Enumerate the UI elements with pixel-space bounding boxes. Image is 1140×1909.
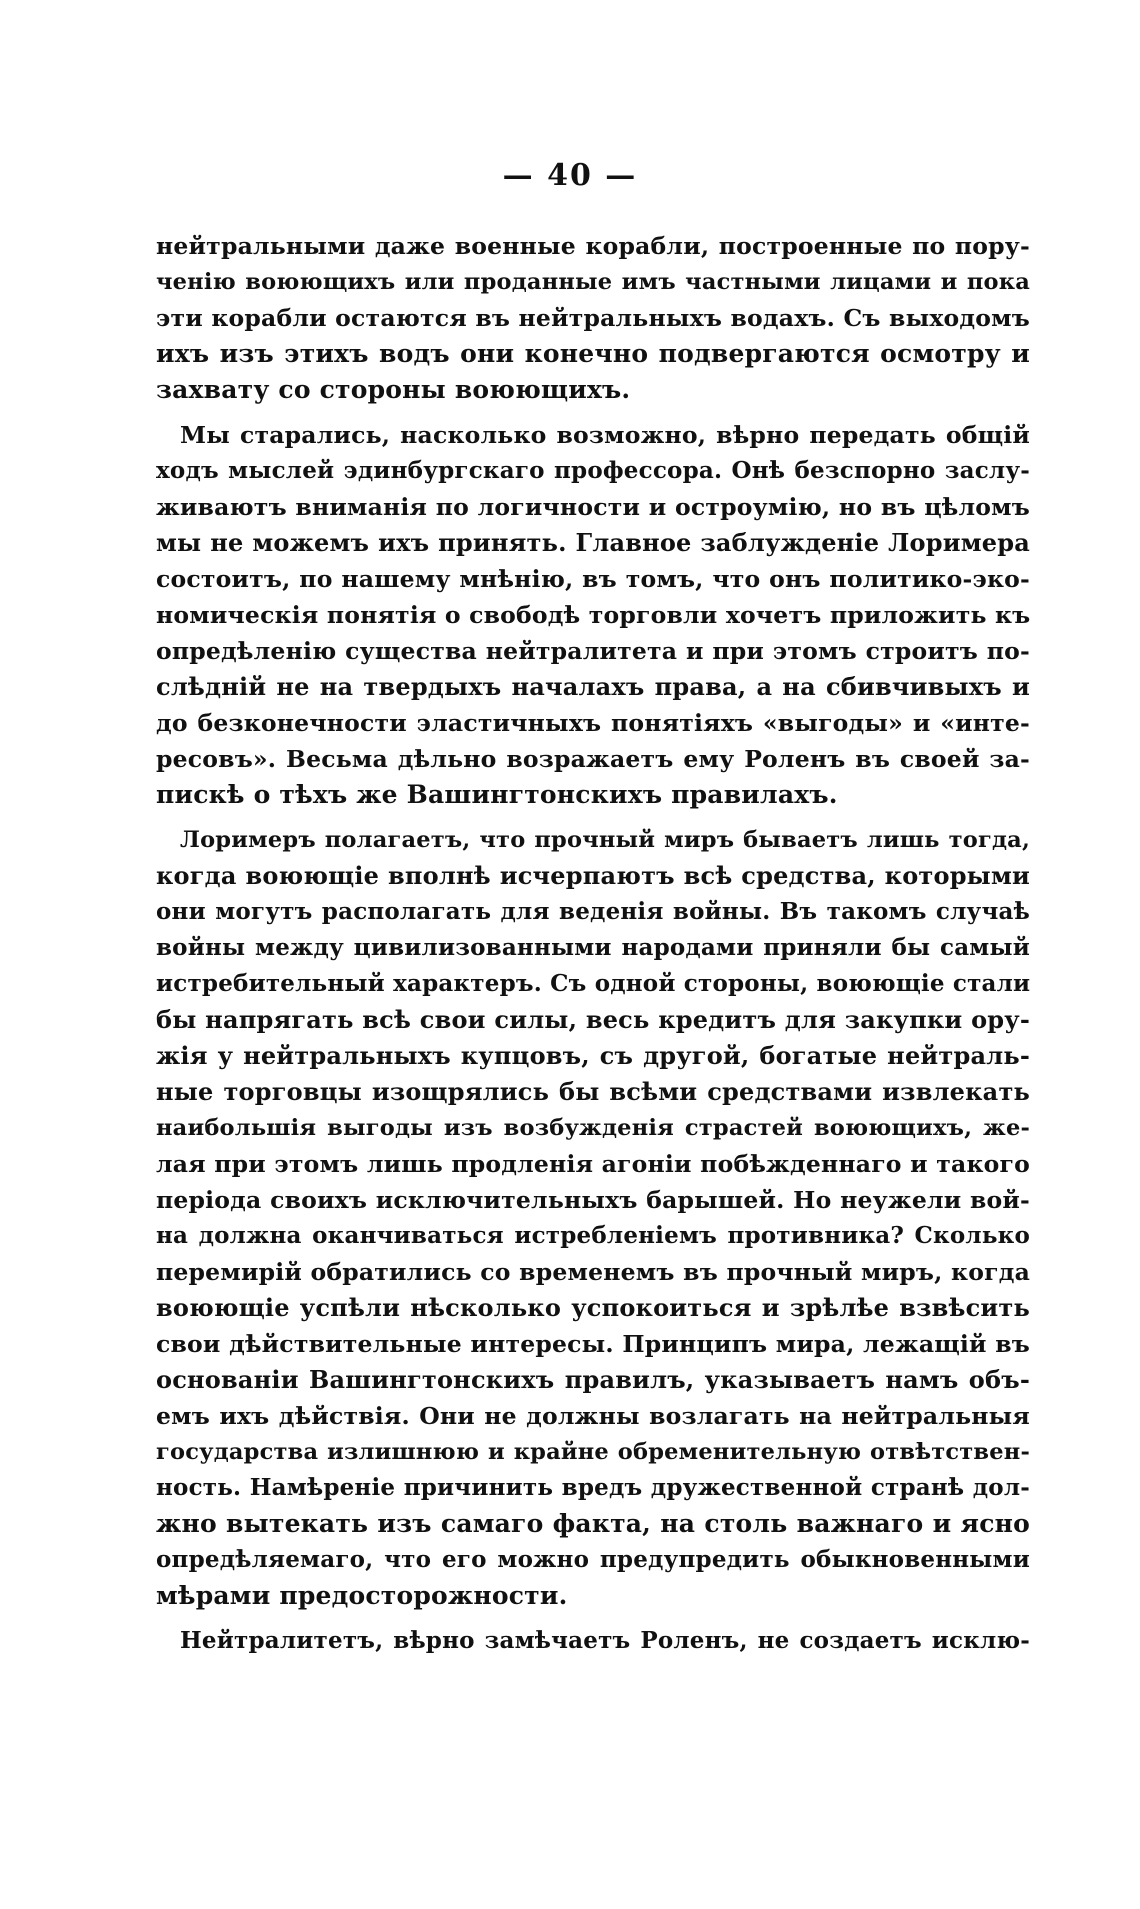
paragraph-2 — [156, 417, 1030, 813]
text-line: государства излишнюю и крайне обременительную отвѣтствен- — [156, 1439, 1030, 1465]
text-line: ность. Намѣреніе причинить вредъ дружественной странѣ дол- — [156, 1474, 1030, 1501]
text-line: Мы старались, насколько возможно, вѣрно передать общій — [180, 421, 1030, 449]
text-line: истребительный характеръ. Съ одной стороны, воюющіе стали — [156, 970, 1031, 997]
text-line: они могутъ располагать для веденія войны. Въ такомъ случаѣ — [156, 898, 1030, 925]
page-number: — 40 — — [502, 158, 638, 193]
text-line: опредѣленію существа нейтралитета и при этомъ строитъ по- — [156, 637, 1030, 665]
text-line: перемирій обратились со временемъ въ прочный миръ, когда — [156, 1258, 1030, 1286]
text-line: захвату со стороны воюющихъ. — [156, 375, 631, 404]
text-line: ченію воюющихъ или проданные имъ частными лицами и пока — [156, 269, 1030, 295]
text-line: мы не можемъ ихъ принять. Главное заблужденіе Лоримера — [156, 528, 1030, 557]
text-line: состоитъ, по нашему мнѣнію, въ томъ, что онъ политико-эко- — [156, 565, 1030, 593]
text-line: нейтральными даже военные корабли, построенные по пору- — [156, 232, 1030, 260]
body-text — [156, 228, 1030, 1659]
text-line: ресовъ». Весьма дѣльно возражаетъ ему Роленъ въ своей за- — [156, 745, 1030, 773]
text-line: емъ ихъ дѣйствія. Они не должны возлагать на нейтральныя — [156, 1402, 1030, 1430]
text-line: ихъ изъ этихъ водъ они конечно подвергаются осмотру и — [156, 339, 1030, 368]
text-line: живаютъ вниманія по логичности и остроумію, но въ цѣломъ — [156, 493, 1030, 521]
text-line: основаніи Вашингтонскихъ правилъ, указываетъ намъ объ- — [156, 1365, 1030, 1394]
text-line: Нейтралитетъ, вѣрно замѣчаетъ Роленъ, не создаетъ исклю- — [180, 1627, 1030, 1654]
text-line: жно вытекать изъ самаго факта, на столь важнаго и ясно — [156, 1509, 1030, 1538]
text-line: опредѣляемаго, что его можно предупредить обыкновенными — [156, 1546, 1030, 1573]
text-line: войны между цивилизованными народами приняли бы самый — [156, 934, 1030, 961]
text-line: номическія понятія о свободѣ торговли хочетъ приложить къ — [156, 601, 1031, 629]
text-line: лая при этомъ лишь продленія агоніи побѣжденнаго и такого — [156, 1150, 1030, 1178]
text-line: жія у нейтральныхъ купцовъ, съ другой, богатые нейтраль- — [156, 1041, 1030, 1070]
paragraph-3 — [156, 822, 1030, 1614]
text-line: пискѣ о тѣхъ же Вашингтонскихъ правилахъ. — [156, 780, 838, 809]
text-line: бы напрягать всѣ свои силы, весь кредитъ для закупки ору- — [156, 1005, 1030, 1034]
text-line: эти корабли остаются въ нейтральныхъ водахъ. Съ выходомъ — [156, 304, 1030, 332]
paragraph-1 — [156, 228, 1030, 408]
text-line: ные торговцы изощрялись бы всѣми средствами извлекать — [156, 1077, 1030, 1106]
text-line: наибольшія выгоды изъ возбужденія страстей воюющихъ, же- — [156, 1115, 1030, 1141]
text-line: до безконечности эластичныхъ понятіяхъ «выгоды» и «инте- — [156, 709, 1030, 737]
text-line: Лоримеръ полагаетъ, что прочный миръ бываетъ лишь тогда, — [180, 827, 1030, 853]
text-line: періода своихъ исключительныхъ барышей. Но неужели вой- — [156, 1186, 1030, 1214]
text-line: ходъ мыслей эдинбургскаго профессора. Онѣ безспорно заслу- — [156, 457, 1030, 484]
paragraph-4 — [156, 1623, 1030, 1659]
text-line: мѣрами предосторожности. — [156, 1581, 568, 1610]
text-line: слѣдній не на твердыхъ началахъ права, а на сбивчивыхъ и — [156, 672, 1030, 701]
text-line: на должна оканчиваться истребленіемъ противника? Сколько — [156, 1222, 1030, 1249]
text-line: когда воюющіе вполнѣ исчерпаютъ всѣ средства, которыми — [156, 861, 1030, 890]
text-line: свои дѣйствительные интересы. Принципъ мира, лежащій въ — [156, 1330, 1030, 1358]
text-line: воюющіе успѣли нѣсколько успокоиться и зрѣлѣе взвѣсить — [156, 1293, 1030, 1322]
